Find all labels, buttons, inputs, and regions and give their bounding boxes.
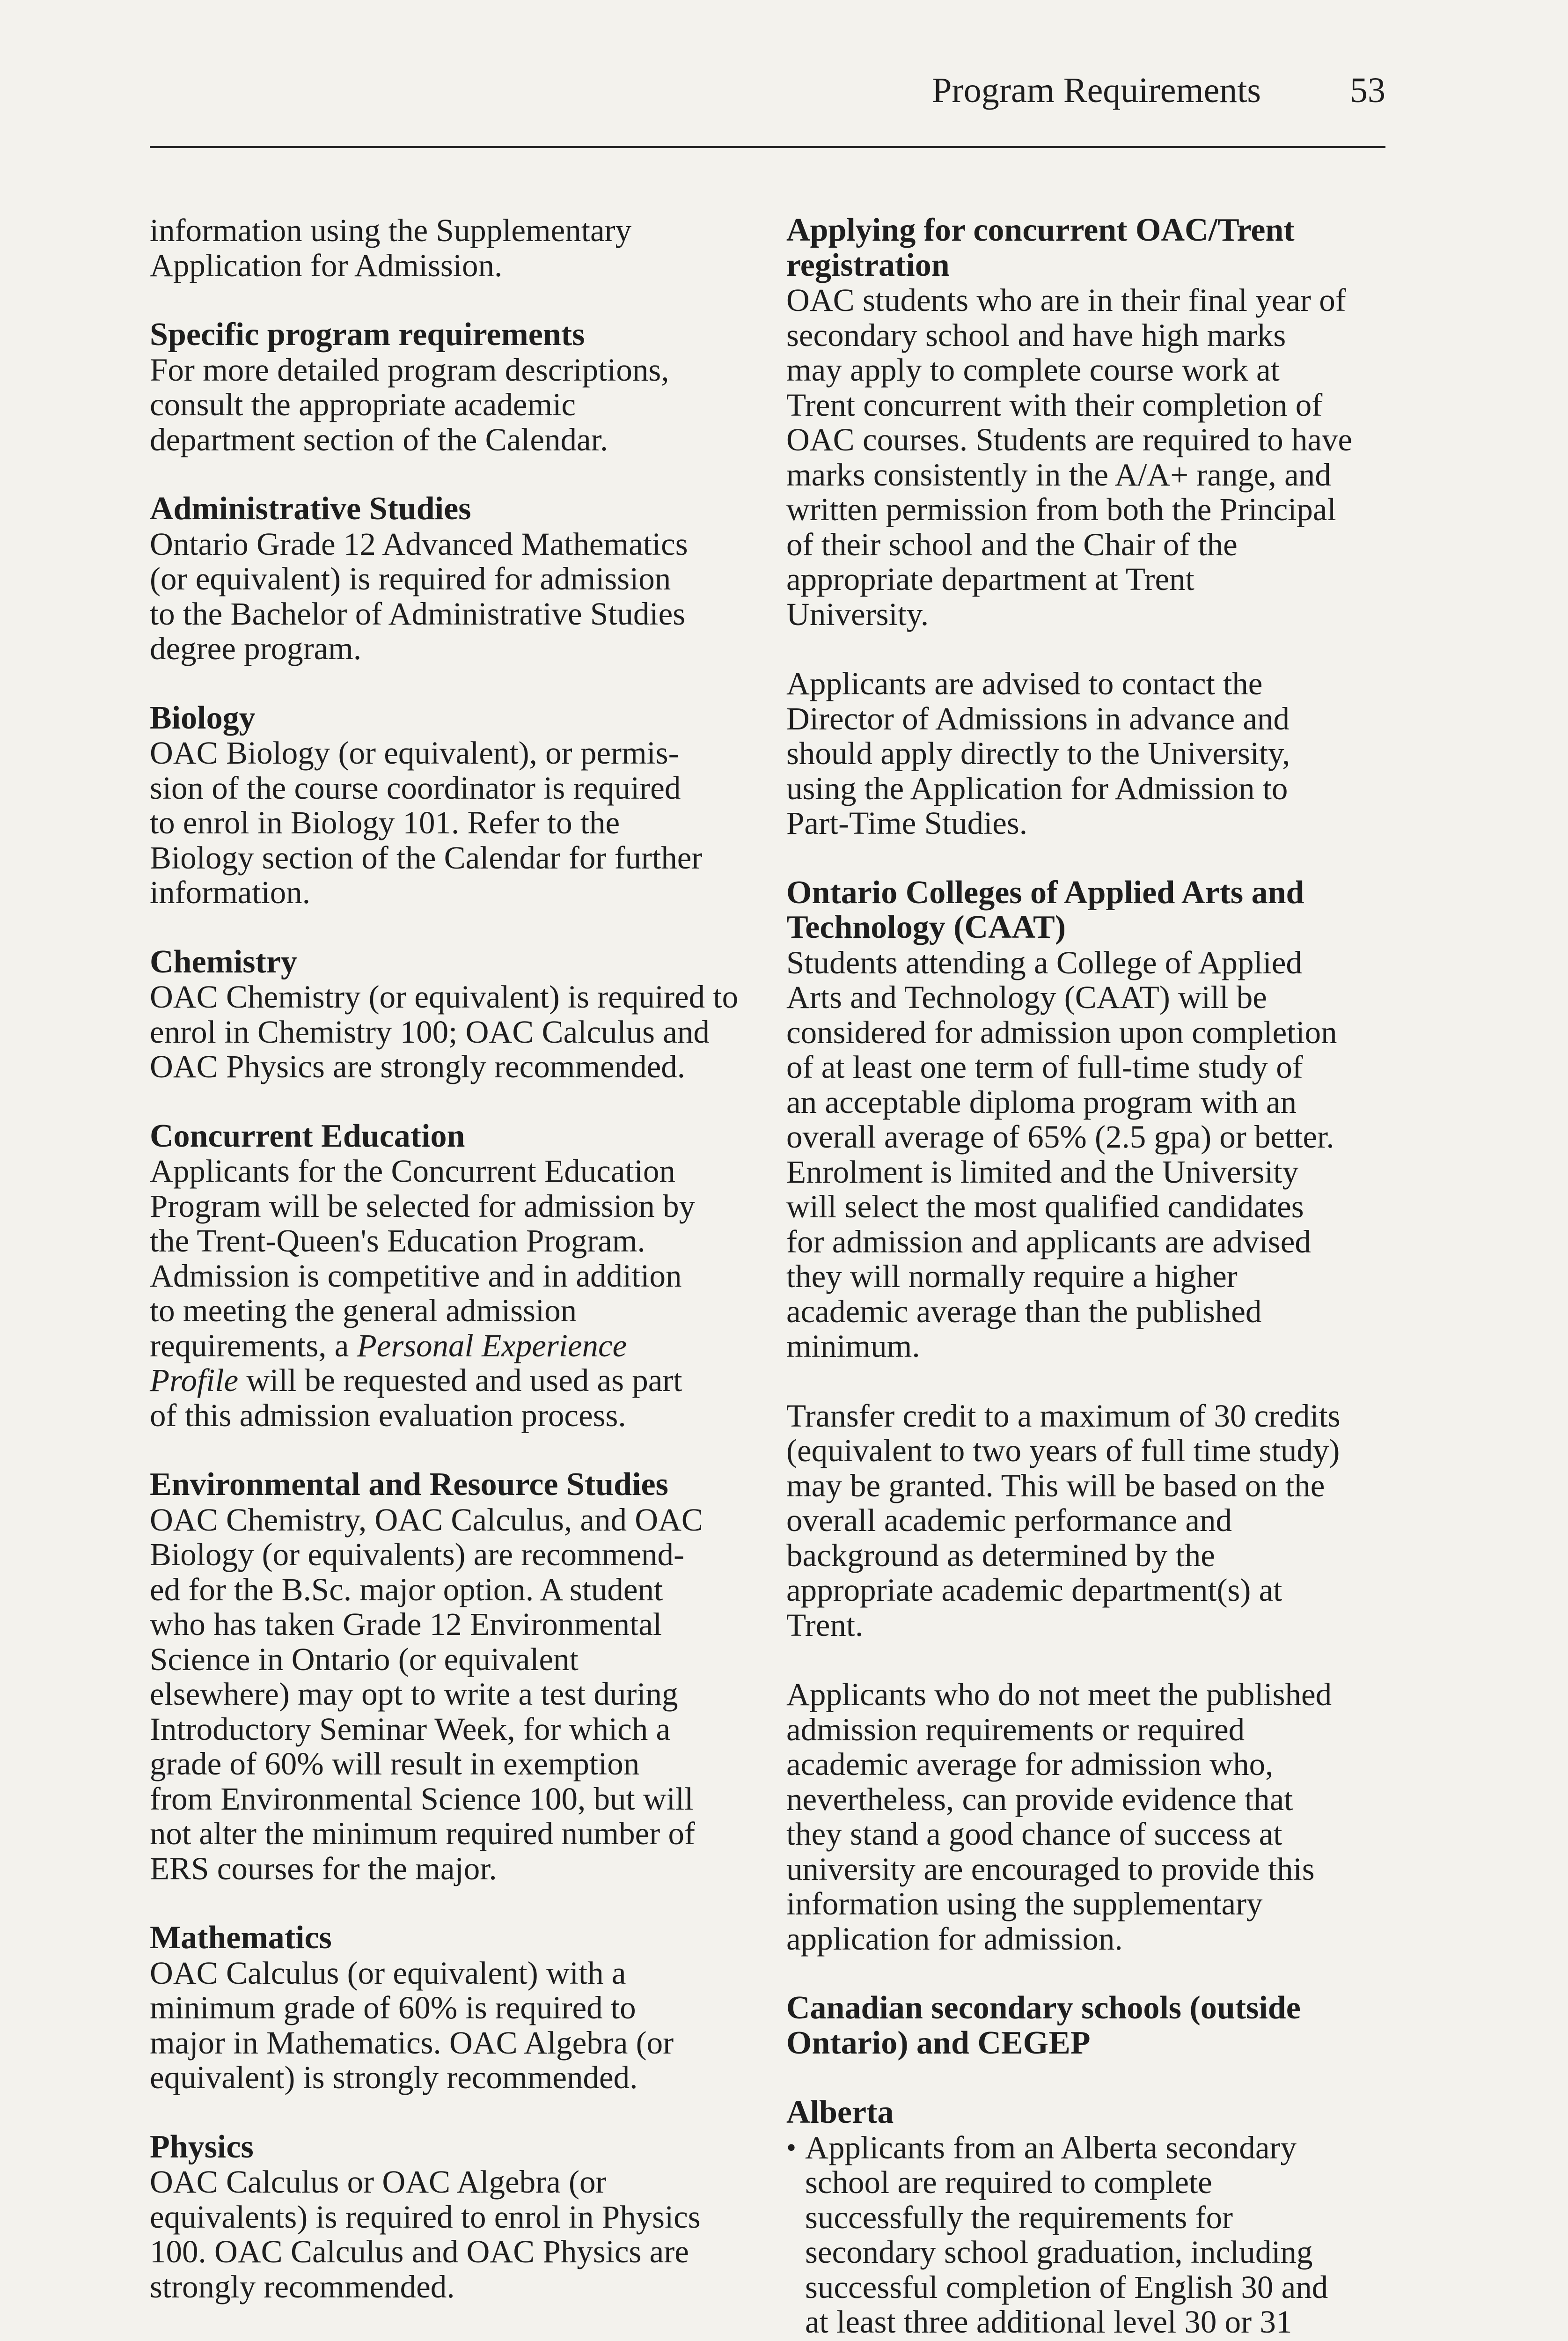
administrative-heading: Administrative Studies [150, 491, 471, 527]
concurrent-heading: Concurrent Education [150, 1118, 465, 1154]
oac-abbr: OAC [1136, 212, 1209, 248]
physics-body-4: Physics are strongly recommended. [150, 2234, 689, 2304]
oac-abbr: OAC [150, 1049, 218, 1084]
oac-abbr: OAC [374, 1502, 443, 1538]
oac-abbr: OAC [214, 2234, 283, 2269]
concurrent-body-2: will be requested and used as part of this admission evaluation process. [150, 1362, 682, 1433]
oac-abbr: OAC [150, 1955, 218, 1991]
mathematics-body-2: Algebra (or equivalent) is strongly recommended. [150, 2024, 674, 2095]
oac-abbr: OAC [466, 2234, 535, 2269]
canadian-heading-a: Canadian secondary schools (outside Ontario) and [786, 1990, 1301, 2061]
specific-heading: Specific program requirements [150, 317, 585, 353]
running-head-title: Program Requirements [932, 71, 1261, 110]
oac-abbr: OAC [465, 1014, 534, 1050]
specific-text: For more detailed program descriptions, consult the appropriate academic department section of the Calendar. [150, 352, 669, 457]
transfer-credit-text: Transfer credit to a maximum of 30 credits (equivalent to two years of full time study) may be granted. This will be based on the overall academic performance and background as determined by the appropriate academic department(s) at Trent. [786, 1398, 1341, 1643]
chemistry-section [150, 945, 758, 1084]
ers-abbr: ERS [150, 1850, 209, 1886]
concurrent-italic: Personal Experience Profile [150, 1327, 627, 1398]
mathematics-heading: Mathematics [150, 1920, 332, 1956]
physics-body-1: Calculus or [218, 2164, 382, 2200]
oac-abbr: OAC [449, 2024, 518, 2061]
specific-section [150, 317, 758, 457]
chemistry-body-1: Chemistry (or equivalent) is required to enrol in Chemistry 100; [150, 979, 739, 1050]
right-column [786, 213, 1395, 2341]
cegep-abbr: CEGEP [977, 2024, 1091, 2061]
physics-text [150, 2164, 758, 2304]
concurrent-registration-body-1: students who are in their final year of secondary school and have high marks may apply to complete course work at Trent concurrent with their completion of [786, 282, 1346, 423]
concurrent-registration-body-2: courses. Students are required to have marks consistently in the A/A+ range, and written permission from both the Principal of their school and the Chair of the appropriate department at Trent University. [786, 422, 1353, 632]
physics-body-2: Algebra (or equivalents) is required to enrol in Physics 100. [150, 2164, 701, 2269]
concurrent-registration-contact: Applicants are advised to contact the Director of Admissions in advance and should apply directly to the University, using the Application for Admission to Part-Time Studies. [786, 666, 1290, 841]
running-head [150, 70, 1385, 117]
physics-section [150, 2130, 758, 2304]
caat-heading-a: Ontario Colleges of Applied Arts and Technology ( [786, 874, 1304, 945]
left-column [150, 213, 758, 2339]
caat-text [786, 945, 1395, 1364]
biology-section [150, 701, 758, 910]
concurrent-text [150, 1154, 758, 1433]
environmental-heading: Environmental and Resource Studies [150, 1466, 668, 1502]
alberta-section [786, 2095, 1395, 2340]
oac-abbr: OAC [150, 2164, 218, 2200]
caat-body-2: ) will be considered for admission upon completion of at least one term of full-time study of an acceptable diploma program with an overall average of 65% (2.5 gpa) or better. Enrolment is limited and the University will select the most qualified candidates for admission and applicants are advised they will normally require a higher academic average than the published minimum. [786, 979, 1337, 1364]
chemistry-body-3: Physics are strongly recommended. [218, 1049, 686, 1084]
caat-abbr: CAAT [964, 909, 1055, 945]
chemistry-text [150, 979, 758, 1084]
concurrent-registration-text [786, 283, 1395, 632]
canadian-section [786, 1991, 1395, 2061]
chemistry-heading: Chemistry [150, 943, 297, 980]
concurrent-section [150, 1119, 758, 1433]
environmental-text [150, 1502, 758, 1886]
concurrent-registration-section [786, 213, 1395, 841]
caat-abbr: CAAT [1075, 979, 1159, 1015]
bullet-icon: • [786, 2132, 797, 2163]
page-number: 53 [1350, 71, 1385, 110]
mathematics-body-1: Calculus (or equivalent) with a minimum grade of 60% is required to major in Mathematics. [150, 1955, 636, 2061]
supplementary-text: Applicants who do not meet the published admission requirements or required academic average for admission who, nevertheless, can provide evidence that they stand a good chance of success at university are encouraged to provide this information using the supplementary application for admission. [786, 1677, 1332, 1957]
mathematics-section [150, 1921, 758, 2095]
mathematics-text [150, 1956, 758, 2095]
alberta-heading: Alberta [786, 2094, 894, 2130]
biology-text [150, 736, 758, 910]
administrative-section [150, 492, 758, 666]
environmental-body-4: courses for the major. [209, 1850, 497, 1886]
physics-body-3: Calculus and [282, 2234, 467, 2269]
concurrent-registration-heading [786, 213, 1395, 283]
concurrent-registration-heading-b: /Trent registration [786, 212, 1295, 283]
caat-heading-b: ) [1055, 909, 1066, 945]
oac-abbr: OAC [635, 1502, 703, 1538]
biology-heading: Biology [150, 699, 256, 736]
intro-section [150, 213, 758, 283]
administrative-text: Ontario Grade 12 Advanced Mathematics (or equivalent) is required for admission to the Bachelor of Administrative Studies degree program. [150, 526, 688, 666]
intro-text: information using the Supplementary Application for Admission. [150, 213, 632, 283]
alberta-text: Applicants from an Alberta secondary school are required to complete successfully the requirements for secondary school graduation, including successful completion of English 30 and at least three additional level 30 or 31 [805, 2129, 1328, 2340]
environmental-body-1: Chemistry, [218, 1502, 375, 1538]
concurrent-body-1: Applicants for the Concurrent Education Program will be selected for admission by the Trent-Queen's Education Program. Admission is competitive and in addition to meeting the general admission requirements, a [150, 1153, 696, 1363]
caat-heading [786, 876, 1395, 945]
environmental-body-2: Calculus, and [443, 1502, 635, 1538]
concurrent-registration-heading-a: Applying for concurrent [786, 212, 1136, 248]
canadian-heading [786, 1991, 1395, 2061]
header-rule [150, 146, 1385, 148]
oac-abbr: OAC [382, 2164, 451, 2200]
biology-body: Biology (or equivalent), or permis- sion of the course coordinator is required to enrol in Biology 101. Refer to the Biology section of the Calendar for further information. [150, 735, 703, 910]
oac-abbr: OAC [786, 422, 855, 457]
environmental-body-3: Biology (or equivalents) are recommend- ed for the B.Sc. major option. A student who has taken Grade 12 Environmental Science in Ontario (or equivalent elsewhere) may opt to write a test during Introductory Seminar Week, for which a grade of 60% will result in exemption from Environmental Science 100, but will not alter the minimum required number of [150, 1537, 696, 1851]
chemistry-body-2: Calculus and [542, 1014, 710, 1050]
caat-section [786, 876, 1395, 1957]
alberta-bullet-item [786, 2130, 1395, 2340]
oac-abbr: OAC [150, 979, 218, 1015]
environmental-section [150, 1467, 758, 1886]
caat-body-1: Students attending a College of Applied Arts and Technology ( [786, 944, 1302, 1015]
physics-heading: Physics [150, 2128, 254, 2165]
oac-abbr: OAC [150, 735, 218, 771]
oac-abbr: OAC [786, 282, 855, 318]
oac-abbr: OAC [150, 1502, 218, 1538]
